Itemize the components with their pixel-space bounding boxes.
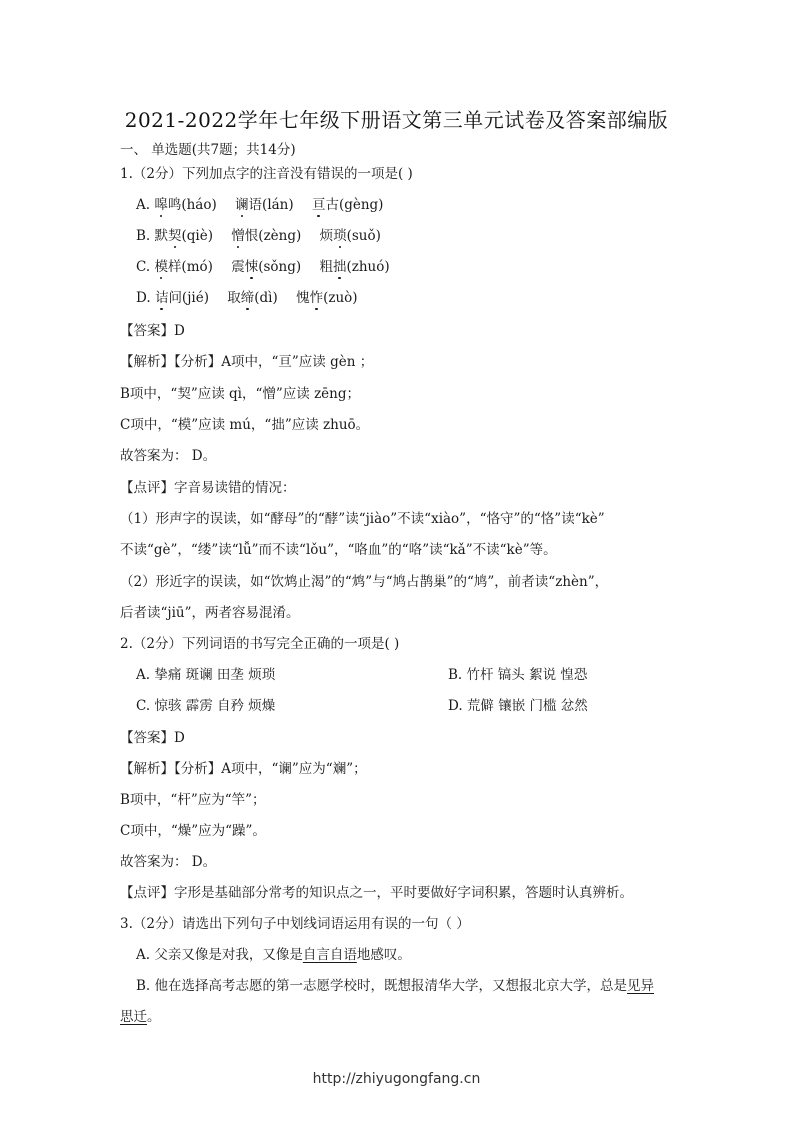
dotted-char: 诘 [154,290,169,306]
q1-conclusion: 故答案为： D。 [120,448,217,464]
q2-analysis-line: B项中，“杆”应为“竿”； [120,792,266,808]
q1-analysis-line: C项中，“模”应读 mú，“拙”应读 zhuō。 [120,417,370,433]
q2-option-c: C. 惊骇 霹雳 自矜 烦燥 [136,698,276,714]
dotted-char: 悚 [244,259,259,275]
dotted-char: 嗥 [154,197,168,213]
question-1-stem: 1.（2分）下列加点字的注音没有错误的一项是( ) [120,166,413,182]
q1-comment-line: 不读“gè”，“缕”读“lǚ”而不读“lǒu”，“咯血”的“咯”读“kǎ”不读“kè”等。 [120,542,557,558]
q2-conclusion: 故答案为： D。 [120,854,217,870]
dotted-char: 琐 [333,228,347,244]
q1-option-a: A. 嗥鸣(háo) 谰语(lán) 亘古(gèng) [136,197,384,213]
question-2-stem: 2.（2分）下列词语的书写完全正确的一项是( ) [120,636,400,652]
dotted-char: 拙 [332,259,347,275]
q2-analysis-line: C项中，“燥”应为“躁”。 [120,823,266,839]
page-title: 2021-2022学年七年级下册语文第三单元试卷及答案部编版 [124,108,669,132]
q2-option-b: B. 竹杆 镐头 絮说 惶恐 [448,667,588,683]
underlined-phrase: 自言自语 [302,947,357,963]
underlined-phrase: 见异 [627,978,655,994]
q1-comment-line: （2）形近字的误读，如“饮鸩止渴”的“鸩”与“鸠占鹊巢”的“鸠”，前者读“zhèn”， [120,574,609,590]
q2-answer: 【答案】D [120,730,185,746]
dotted-char: 憎 [231,228,245,244]
q1-comment: 【点评】字音易读错的情况： [120,480,296,496]
q2-option-d: D. 荒僻 镶嵌 门槛 忿然 [448,698,588,714]
q1-comment-line: 后者读“jiū”，两者容易混淆。 [120,605,300,621]
dotted-char: 怍 [309,290,324,306]
q1-comment-line: （1）形声字的误读，如“酵母”的“酵”读“jiào”不读“xiào”，“恪守”的“恪”读“kè” [120,511,605,527]
q1-option-b: B. 默契(qiè) 憎恨(zèng) 烦琐(suǒ) [136,228,381,244]
section-heading: 一、 单选题(共7题；共14分) [120,142,296,158]
q3-option-b-continued: 思迁。 [120,1009,161,1025]
q1-option-c: C. 模样(mó) 震悚(sǒng) 粗拙(zhuó) [136,259,390,275]
footer-url: http://zhiyugongfang.cn [312,1071,481,1087]
q1-analysis-line: 【解析】【分析】A项中，“亘”应读 gèn ； [120,354,374,370]
dotted-char: 缔 [240,290,255,306]
dotted-char: 亘 [311,197,326,213]
q3-option-a: A. 父亲又像是对我，又像是自言自语地感叹。 [136,947,411,963]
dotted-char: 模 [154,259,168,275]
dotted-char: 契 [168,228,182,244]
q3-option-b: B. 他在选择高考志愿的第一志愿学校时，既想报清华大学，又想报北京大学，总是见异 [136,978,655,994]
q2-comment: 【点评】字形是基础部分常考的知识点之一，平时要做好字词积累，答题时认真辨析。 [120,885,633,901]
dotted-char: 谰 [235,197,249,213]
q1-analysis-line: B项中，“契”应读 qì，“憎”应读 zēng； [120,386,361,402]
q2-option-a: A. 挚痛 斑谰 田垄 烦琐 [136,667,276,683]
q1-option-d: D. 诘问(jié) 取缔(dì) 愧怍(zuò) [136,290,358,306]
question-3-stem: 3.（2分）请选出下列句子中划线词语运用有误的一句（ ） [120,916,470,932]
underlined-phrase: 思迁 [120,1009,147,1025]
q2-analysis-line: 【解析】【分析】A项中，“谰”应为“斓”； [120,761,367,777]
q1-answer: 【答案】D [120,323,185,339]
